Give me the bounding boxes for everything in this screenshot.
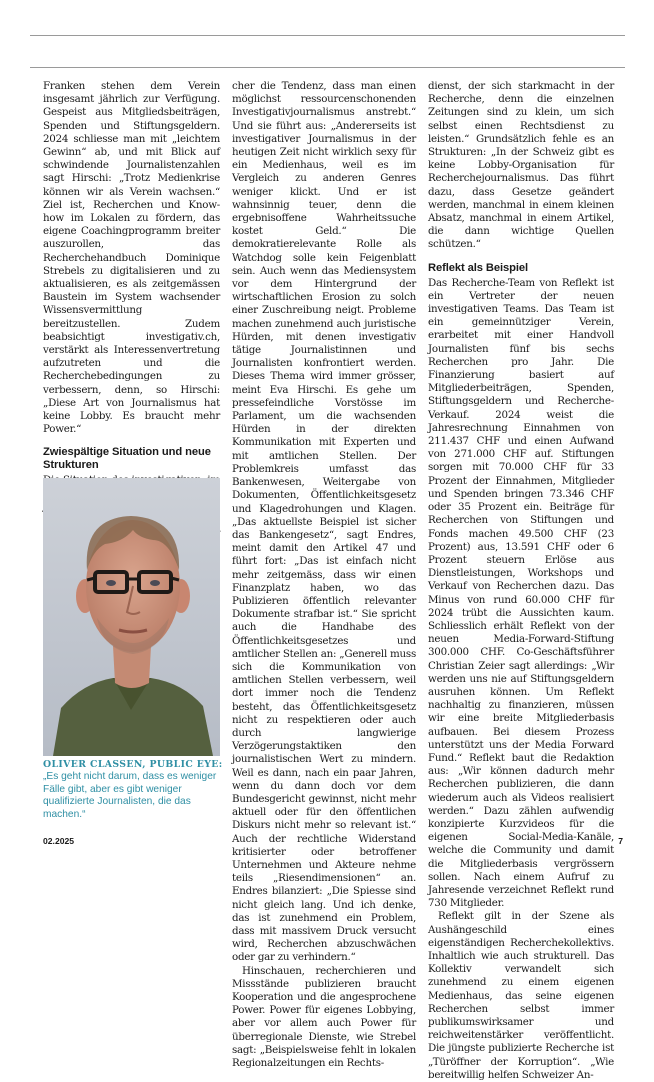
caption-name: OLIVER CLASSEN, PUBLIC EYE: xyxy=(43,759,223,770)
article-column-2 xyxy=(232,80,416,1070)
paragraph: cher die Tendenz, dass man einen möglichst ressourcenschonenden Investigativjournalismus anstrebt.“ Und sie führt aus: „Andererseits ist investigativer Journalismus in der heutigen Zeit nicht wirklich sexy für ein Medienhaus, weil es im Vergleich zu anderen Genres weniger klickt. Und er ist wahnsinnig teuer, denn die ergebnisoffene Wahrheitssuche kostet Geld.“ Die demokratierelevante Rolle als Watchdog solle kein Feigenblatt sein. Auch wenn das Mediensystem vor dem Hintergrund der wirtschaftlichen Erosion zu solch einer Zuschreibung neigt. Probleme machen zunehmend auch juristische Hürden, mit denen investigativ tätige Journalistinnen und Journalisten konfrontiert werden. Dieses Thema wird immer grösser, meint Eva Hirschi. Es gehe um pressefeindliche Vorstösse im Parlament, um die wachsenden Hürden in der direkten Kommunikation mit Experten und mit amtlichen Stellen. Der Problemkreis umfasst das Bankenwesen, Weitergabe von Dokumenten, Öffentlichkeitsgesetz und Klagedrohungen und Klagen. „Das aktuellste Beispiel ist sicher das Bankengesetz“, sagt Endres, meint damit den Artikel 47 und führt fort: „Das ist einfach nicht mehr zeitgemäss, dass wir einen Finanzplatz haben, wo das Publizieren öffentlich relevanter Dokumente strafbar ist.“ Sie spricht auch die Handhabe des Öffentlichkeitsgesetzes und amtlicher Stellen an: „Generell muss sich die Kommunikation von amtlichen Stellen verbessern, weil dort immer noch die Tendenz besteht, das Öffentlichkeitsgesetz nicht zu respektieren oder auch durch langwierige Verzögerungstaktiken den journalistischen Wert zu mindern. Weil es dann, nach ein paar Jahren, wenn du dann doch vor dem Bundesgericht gewinnst, nicht mehr aktuell oder für den öffentlichen Diskurs nicht mehr so relevant ist.“ Auch der rechtliche Widerstand kritisierter oder betroffener Unternehmen und Akteure nehme teils „Riesendimensionen“ an. Endres bilanziert: „Die Spiesse sind nicht gleich lang. Und ich denke, das ist zunehmend ein Problem, dass mit massivem Druck versucht wird, Recherchen abzuschwächen oder gar zu verhindern.“ xyxy=(232,80,416,964)
header-rule-bottom xyxy=(30,67,625,68)
paragraph: Reflekt gilt in der Szene als Aushängeschild eines eigenständigen Recherchekollektivs. Inhaltlich wie auch strukturell. Das Kollektiv verwandelt sich zunehmend zu einem eigenen Medienhaus, das seine eigenen Recherchen selbst immer publikumswirksamer und reichweitenstärker veröffentlicht. Die jüngste publizierte Recherche ist „Türöffner der Korruption“. „Wie bereitwillig helfen Schweizer An- xyxy=(428,910,614,1081)
paragraph: dienst, der sich starkmacht in der Recherche, denn die einzelnen Zeitungen sind zu klein, um sich selbst einen Rechtsdienst zu leisten.“ Grundsätzlich fehle es an Strukturen: „In der Schweiz gibt es keine Lobby-Organisation für Recherchejournalismus. Das führt dazu, dass Gesetze geändert werden, manchmal in einem kleinen Absatz, manchmal in einem Artikel, die dann wichtige Quellen schützen.“ xyxy=(428,80,614,251)
caption-quote: „Es geht nicht darum, dass es weniger Fälle gibt, aber es gibt weniger qualifizierte Journalisten, die das machen.“ xyxy=(43,771,217,820)
portrait-illustration xyxy=(43,478,220,756)
page-number: 7 xyxy=(618,836,623,846)
paragraph: Das Recherche-Team von Reflekt ist ein Vertreter der neuen investigativen Teams. Das Team ist ein gemeinnütziger Verein, erarbeitet mit einer Handvoll Journalisten fünf bis sechs Recherchen pro Jahr. Die Finanzierung basiert auf Mitgliederbeiträgen, Spenden, Stiftungsgeldern und Recherche-Verkauf. 2024 weist die Jahresrechnung Einnahmen von 211.437 CHF und einen Aufwand von 271.000 CHF auf. Stiftungen sorgen mit 70.000 CHF für 33 Prozent der Einnahmen, Mitglieder und Spenden bringen 73.346 CHF oder 35 Prozent ein. Beiträge für Recherchen von Stiftungen und Fonds machen 49.500 CHF (23 Prozent) aus, 13.591 CHF oder 6 Prozent steuern Erlöse aus Dienstleistungen, Workshops und Verkauf von Recherchen dazu. Das Minus von rund 60.000 CHF für 2024 trübt die Aussichten kaum. Schliesslich erhält Reflekt von der neuen Media-Forward-Stiftung 300.000 CHF. Co-Geschäftsführer Christian Zeier sagt allerdings: „Wir werden uns nie auf Stiftungsgeldern ausruhen können. Um Reflekt nachhaltig zu finanzieren, müssen wir eine breite Mitgliederbasis aufbauen. Bei diesem Prozess unterstützt uns der Media Forward Fund.“ Reflekt baut die Redaktion aus: „Wir können dadurch mehr Recherchen publizieren, die dann wiederum auch als Videos realisiert werden.“ Dazu zählen aufwendig konzipierte Kurzvideos für die eigenen Social-Media-Kanäle, welche die Community und damit die Mitgliederbasis vergrössern sollen. Nach einem Aufruf zu Jahresende verzeichnet Reflekt rund 730 Mitglieder. xyxy=(428,276,614,910)
header-rule-top xyxy=(30,35,625,36)
photo-caption xyxy=(43,759,223,821)
paragraph: Franken stehen dem Verein insgesamt jährlich zur Verfügung. Gespeist aus Mitgliedsbeiträgen, Spenden und Stiftungsgeldern. 2024 schliesse man mit „leichtem Gewinn“ ab, und mit Blick auf schwindende Journalistenzahlen sagt Hirschi: „Trotz Medienkrise können wir als Verein wachsen.“ Ziel ist, Recherchen und Know-how im Lokalen zu fördern, das eigene Coachingprogramm breiter auszurollen, das Recherchehandbuch Dominique Strebels zu digitalisieren und zu aktualisieren, es als zeitgemässen Baustein im System wachsender Wissensvermittlung bereitzustellen. Zudem beabsichtigt investigativ.ch, verstärkt als Interessenvertretung aufzutreten und die Recherchebedingungen zu verbessern, denn, so Hirschi: „Diese Art von Journalismus hat keine Lobby. Es braucht mehr Power.“ xyxy=(43,80,220,436)
section-heading: Zwiespältige Situation und neue Strukturen xyxy=(43,446,211,472)
issue-date: 02.2025 xyxy=(43,836,75,846)
portrait-photo xyxy=(43,478,220,756)
section-heading: Reflekt als Beispiel xyxy=(428,261,528,274)
paragraph: Hinschauen, recherchieren und Missstände publizieren braucht Kooperation und die angesprochene Power. Power für eigenes Lobbying, aber vor allem auch Power für überregionale Dienste, wie Strebel sagt: „Beispielsweise fehlt in lokalen Regionalzeitungen ein Rechts- xyxy=(232,964,416,1070)
article-column-3 xyxy=(428,80,614,1082)
